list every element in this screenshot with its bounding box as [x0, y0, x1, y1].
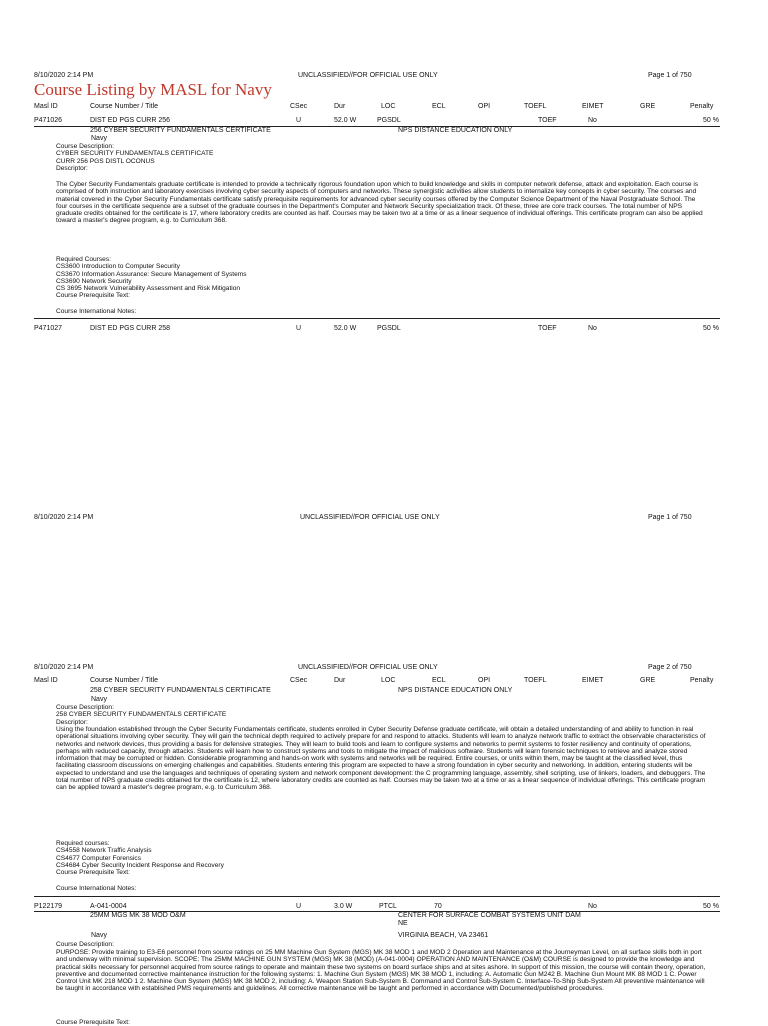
prerequisite-label: Course Prerequisite Text:: [56, 1019, 130, 1026]
toefl-value: TOEF: [538, 117, 557, 124]
prerequisite-label: Course Prerequisite Text:: [56, 869, 130, 877]
dur-value: 52.0 W: [334, 325, 357, 332]
description-line: CYBER SECURITY FUNDAMENTALS CERTIFICATE: [56, 150, 214, 158]
required-course: CS3600 Introduction to Computer Security: [56, 263, 180, 271]
masl-id: P471026: [34, 117, 63, 124]
ecl-text: CENTER FOR SURFACE COMBAT SYSTEMS UNIT DAM: [398, 912, 581, 919]
col-masl-id: Masl ID: [34, 103, 58, 110]
col-eimet: EIMET: [582, 677, 604, 684]
description-line: 258 CYBER SECURITY FUNDAMENTALS CERTIFICATE: [56, 711, 227, 719]
col-opi: OPI: [478, 677, 491, 684]
description-label: Course Description:: [56, 941, 114, 948]
ecl-text: NPS DISTANCE EDUCATION ONLY: [398, 127, 513, 134]
dur-value: 3.0 W: [334, 903, 353, 910]
col-dur: Dur: [334, 677, 346, 684]
description-line: Descriptor:: [56, 164, 88, 172]
required-heading: Required courses:: [56, 840, 110, 847]
page-number: Page 2 of 750: [648, 664, 692, 671]
ecl-value: 70: [434, 903, 442, 910]
dur-value: 52.0 W: [334, 117, 357, 124]
classification-banner: UNCLASSIFIED//FOR OFFICIAL USE ONLY: [298, 664, 438, 671]
required-course: CS3670 Information Assurance: Secure Management of Systems: [56, 270, 247, 278]
description-paragraph: PURPOSE: Provide training to E3-E6 personnel from source ratings on 25 MM Machine Gun System (MGS) MK 38 MOD 1 and MOD 2 Operation and Maintenance at the Journeyman Level, on all surface skills both in port and underway with minimal supervision. SCOPE: The 25MM MACHINE GUN SYSTEM (MGS) MK 38 (MOD) (A-041-0004) OPERATION AND MAINTENANCE (O&M) COURSE is designed to provide the knowledge and practical skills necessary for personnel acquired from source ratings to operate and maintain these two systems on board surface ships and at sites ashore. In support of this mission, the course will contain theory, operation, preventive and documented corrective maintenance instruction for the following systems: 1. Machine Gun System (MGS) MK 38 MOD 1, including: A. Automatic Gun M242 B. Machine Gun Mount MK 88 MOD 1 C. Power Control Unit MK 218 MOD 1 2. Machine Gun System (MGS) MK 38 MOD 2, including: A. Weapon Station Sub-System B. Command and Control Sub-System C. Interface-To-Ship Sub-System All preventive maintenance will be taught in accordance with established PMS requirements and guidelines. All corrective maintenance will be taught and performed in accordance with Documented/published procedures.: [56, 949, 706, 993]
print-date: 8/10/2020 2:14 PM: [34, 72, 94, 79]
col-csec: CSec: [290, 103, 308, 110]
col-toefl: TOEFL: [524, 677, 547, 684]
description-label: Course Description:: [56, 704, 114, 711]
col-loc: LOC: [381, 677, 396, 684]
col-csec: CSec: [290, 677, 308, 684]
toefl-value: TOEF: [538, 325, 557, 332]
required-course: CS4677 Computer Forensics: [56, 854, 142, 862]
col-ecl: ECL: [432, 677, 446, 684]
prerequisite-label: Course Prerequisite Text:: [56, 292, 130, 300]
page-number: Page 1 of 750: [648, 72, 692, 79]
page-title: Course Listing by MASL for Navy: [34, 80, 272, 99]
classification-banner: UNCLASSIFIED//FOR OFFICIAL USE ONLY: [300, 514, 440, 521]
required-courses: [56, 840, 224, 876]
col-loc: LOC: [381, 103, 396, 110]
required-course: CS4684 Cyber Security Incident Response and Recovery: [56, 861, 224, 869]
description-paragraph: The Cyber Security Fundamentals graduate certificate is intended to provide a technically rigorous foundation upon which to build knowledge and skills in computer network defense, attack and exploitation. Each course is comprised of both instruction and laboratory exercises involving cyber security aspects of computers and networks. These synergistic activities allow students to internalize key concepts in cyber security. The courses and material covered in the Cyber Security Fundamentals certificate satisfy prerequisite requirements for advanced cyber security courses offered by the Computer Science Department of the Naval Postgraduate School. The four courses in the certificate sequence are a subset of the graduate courses in the Department's Computer and Network Security specialization track. Of these, three are core track courses. The total number of NPS graduate credits obtained for the certificate is 17, where laboratory credits are counted as half. Courses may be taken two at a time or as a linear sequence of individual offerings. This certificate program can also be applied toward a master's degree program, e.g. to Curriculum 368.: [56, 181, 703, 225]
loc-value: PGSDL: [377, 117, 401, 124]
col-course-number: Course Number / Title: [90, 103, 159, 110]
required-course: CS 3695 Network Vulnerability Assessment and Risk Mitigation: [56, 285, 241, 293]
eimet-value: No: [588, 325, 597, 332]
penalty-value: 50 %: [703, 325, 719, 332]
csec-value: U: [296, 903, 302, 910]
ecl-text: NE: [398, 920, 408, 927]
course-title: 258 CYBER SECURITY FUNDAMENTALS CERTIFICATE: [90, 687, 271, 694]
penalty-value: 50 %: [703, 903, 719, 910]
print-date: 8/10/2020 2:14 PM: [34, 664, 94, 671]
course-number: DIST ED PGS CURR 256: [90, 117, 171, 124]
description-line: Descriptor:: [56, 718, 88, 726]
masl-id: P122179: [34, 903, 63, 910]
course-title: 256 CYBER SECURITY FUNDAMENTALS CERTIFICATE: [90, 127, 271, 134]
required-course: CS3690 Network Security: [56, 277, 132, 285]
col-course-number: Course Number / Title: [90, 677, 159, 684]
ecl-text: NPS DISTANCE EDUCATION ONLY: [398, 687, 513, 694]
course-title: 25MM MGS MK 38 MOD O&M: [90, 912, 186, 919]
col-penalty: Penalty: [690, 103, 714, 110]
required-courses: [56, 256, 247, 300]
col-gre: GRE: [640, 677, 656, 684]
required-course: CS4558 Network Traffic Analysis: [56, 847, 152, 855]
loc-value: PGSDL: [377, 325, 401, 332]
page-number: Page 1 of 750: [648, 514, 692, 521]
print-date: 8/10/2020 2:14 PM: [34, 514, 94, 521]
course-number: A-041-0004: [90, 903, 127, 910]
service-label: Navy: [91, 135, 107, 142]
classification-banner: UNCLASSIFIED//FOR OFFICIAL USE ONLY: [298, 72, 438, 79]
eimet-value: No: [588, 117, 597, 124]
row-divider: [34, 896, 720, 897]
course-description: [56, 704, 226, 726]
col-ecl: ECL: [432, 103, 446, 110]
service-label: Navy: [91, 696, 107, 703]
penalty-value: 50 %: [703, 117, 719, 124]
ecl-text: VIRGINIA BEACH, VA 23461: [398, 932, 489, 939]
service-label: Navy: [91, 932, 107, 939]
col-penalty: Penalty: [690, 677, 714, 684]
col-gre: GRE: [640, 103, 656, 110]
masl-id: P471027: [34, 325, 63, 332]
description-paragraph: Using the foundation established through the Cyber Security Fundamentals certificate, students enrolled in Cyber Security Defense graduate certificate, will obtain a detailed understanding of and ability to function in real operational situations involving cyber security. They will gain the technical depth required to actively prepare for and respond to attacks. Students will learn to analyze network traffic to extract the observable characteristics of networks and network devices, thus providing a basis for defensive strategies. They will learn to build tools and learn to configure systems and networks to permit systems to foster resiliency and continuity of operations, perhaps with reduced capacity, through attacks. Students will learn how to construct systems and tools to mitigate the impact of malicious software. Students will learn forensic techniques to retrieve and analyze stored information that may be corrupted or hidden. Considerable programming and hands-on work with systems and networks will be required. Entire courses, or units within them, may be taught at the classified level, thus facilitating classroom discussions on emerging challenges and capabilities. Students entering this program are expected to have a strong foundation in cyber security and networking. In addition, entering students will be expected to understand and use the languages and techniques of operating system and network component development: the C programming language, assembly, shell scripting, use of linkers, loaders, and debuggers. The total number of NPS graduate credits obtained for the certificate is 12, where laboratory credits are counted as half. Courses may be taken two at a time or as a linear sequence of individual offerings. This certificate program can be applied toward a master's degree program, e.g. to Curriculum 368.: [56, 726, 706, 792]
col-toefl: TOEFL: [524, 103, 547, 110]
col-opi: OPI: [478, 103, 491, 110]
course-number: DIST ED PGS CURR 258: [90, 325, 171, 332]
required-heading: Required Courses:: [56, 256, 111, 263]
loc-value: PTCL: [379, 903, 397, 910]
csec-value: U: [296, 117, 302, 124]
description-label: Course Description:: [56, 143, 114, 150]
csec-value: U: [296, 325, 302, 332]
col-dur: Dur: [334, 103, 346, 110]
col-masl-id: Masl ID: [34, 677, 58, 684]
international-notes: Course International Notes:: [56, 308, 137, 315]
course-description: [56, 143, 213, 172]
col-eimet: EIMET: [582, 103, 604, 110]
international-notes: Course International Notes:: [56, 885, 137, 892]
row-divider: [34, 318, 720, 319]
description-line: CURR 256 PGS DISTL OCONUS: [56, 157, 155, 165]
eimet-value: No: [588, 903, 597, 910]
